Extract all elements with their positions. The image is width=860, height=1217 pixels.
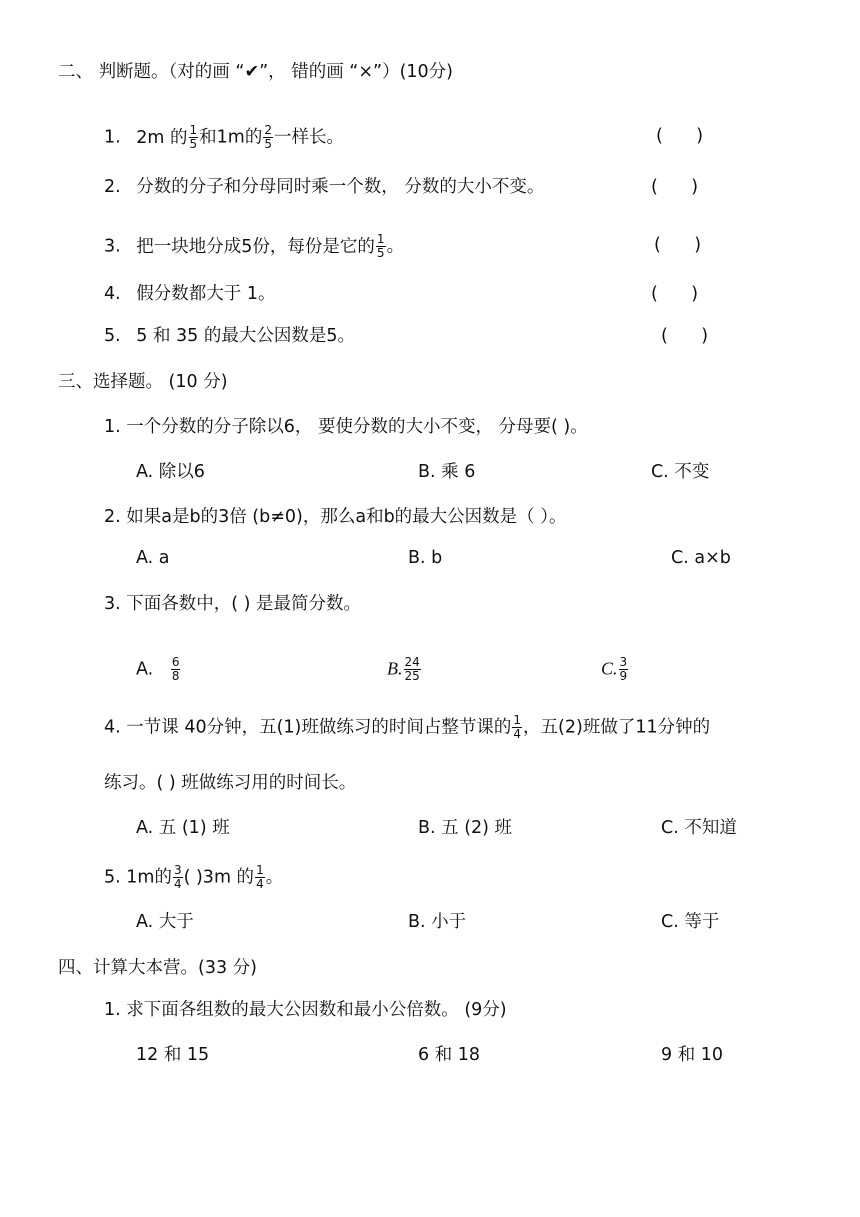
fraction — [619, 656, 629, 683]
item-number: 1. — [104, 127, 121, 148]
tf-item-1 — [104, 124, 344, 151]
option-c[interactable]: C. a×b — [671, 548, 731, 568]
fraction-numerator: 1 — [513, 713, 522, 727]
answer-blank[interactable]: ( ) — [654, 235, 702, 255]
option-b[interactable]: B. 五 (2) 班 — [418, 818, 513, 838]
option-a[interactable]: A. 五 (1) 班 — [136, 818, 230, 838]
number-pair: 12 和 15 — [136, 1045, 210, 1065]
fraction-numerator: 1 — [256, 863, 264, 877]
item-text-post: 。 — [386, 236, 405, 257]
fraction — [173, 864, 183, 891]
option-a[interactable]: A. 除以6 — [136, 462, 205, 482]
fraction-numerator: 24 — [404, 655, 420, 669]
fraction-denominator: 4 — [173, 877, 182, 891]
fraction-numerator: 1 — [189, 123, 198, 137]
option-c[interactable]: C. 不知道 — [661, 818, 737, 838]
section2-heading: 二、 判断题。（对的画 “✔”， 错的画 “×”）(10分) — [58, 62, 454, 82]
option-label: C. — [601, 658, 618, 679]
item-text: 5 和 35 的最大公因数是5。 — [136, 326, 356, 346]
option-c[interactable]: C. 等于 — [661, 912, 720, 932]
mc-question-4 — [104, 714, 710, 741]
question-text-mid: ( )3m 的 — [183, 867, 255, 888]
fraction-denominator: 5 — [264, 137, 272, 151]
option-a[interactable]: A. 大于 — [136, 912, 194, 932]
option-label: A. — [136, 659, 154, 680]
option-b[interactable]: B. b — [408, 548, 443, 568]
option-a[interactable] — [136, 656, 181, 683]
option-a[interactable]: A. a — [136, 548, 170, 568]
item-text-mid: 和1m的 — [199, 127, 263, 148]
option-b[interactable] — [387, 656, 422, 683]
mc-question-4-line2: 练习。( ) 班做练习用的时间长。 — [104, 773, 357, 793]
item-text-post: 一样长。 — [274, 127, 344, 148]
question-text-post: 。 — [265, 867, 284, 888]
item-text-pre: 把一块地分成5份，每份是它的 — [136, 236, 375, 257]
mc-question-3: 3. 下面各数中，( ) 是最简分数。 — [104, 594, 362, 614]
tf-item-5 — [104, 324, 355, 348]
fraction-numerator: 1 — [376, 232, 385, 246]
fraction-denominator: 5 — [376, 246, 385, 260]
fraction — [171, 656, 181, 683]
tf-item-3 — [104, 233, 404, 260]
answer-blank[interactable]: ( ) — [651, 177, 699, 197]
fraction — [263, 124, 273, 151]
fraction-denominator: 4 — [256, 877, 264, 891]
calc-question-1: 1. 求下面各组数的最大公因数和最小公倍数。 (9分) — [104, 1000, 507, 1020]
item-text: 分数的分子和分母同时乘一个数， 分数的大小不变。 — [136, 177, 545, 197]
fraction — [404, 656, 421, 683]
question-text-pre: 4. 一节课 40分钟，五(1)班做练习的时间占整节课的 — [104, 717, 512, 738]
item-number: 4. — [104, 284, 121, 304]
item-number: 5. — [104, 326, 121, 346]
fraction-numerator: 2 — [264, 123, 272, 137]
option-c[interactable] — [601, 656, 629, 683]
item-text: 假分数都大于 1。 — [136, 284, 276, 304]
number-pair: 9 和 10 — [661, 1045, 724, 1065]
fraction-denominator: 25 — [404, 669, 420, 683]
item-text-pre: 2m 的 — [136, 127, 188, 148]
tf-item-4 — [104, 282, 275, 306]
option-b[interactable]: B. 小于 — [408, 912, 467, 932]
tf-item-2 — [104, 175, 544, 199]
mc-question-5 — [104, 864, 283, 891]
item-number: 3. — [104, 236, 121, 257]
fraction-numerator: 3 — [619, 655, 628, 669]
item-number: 2. — [104, 177, 121, 197]
option-b[interactable]: B. 乘 6 — [418, 462, 476, 482]
mc-question-1: 1. 一个分数的分子除以6， 要使分数的大小不变， 分母要( )。 — [104, 417, 588, 437]
number-pair: 6 和 18 — [418, 1045, 481, 1065]
question-text-post: ，五(2)班做了11分钟的 — [523, 717, 711, 738]
mc-question-2: 2. 如果a是b的3倍 (b≠0)，那么a和b的最大公因数是（ ）。 — [104, 507, 567, 527]
fraction-numerator: 6 — [171, 655, 180, 669]
fraction-denominator: 8 — [171, 669, 180, 683]
fraction — [255, 864, 265, 891]
fraction — [376, 233, 386, 260]
option-label: B. — [387, 658, 403, 679]
question-text-pre: 5. 1m的 — [104, 867, 172, 888]
fraction-denominator: 5 — [189, 137, 198, 151]
section3-heading: 三、选择题。 (10 分) — [58, 372, 228, 392]
fraction — [189, 124, 199, 151]
fraction-denominator: 4 — [513, 727, 522, 741]
fraction-numerator: 3 — [173, 863, 182, 877]
answer-blank[interactable]: ( ) — [651, 284, 699, 304]
fraction-denominator: 9 — [619, 669, 628, 683]
section4-heading: 四、计算大本营。(33 分) — [58, 958, 257, 978]
option-c[interactable]: C. 不变 — [651, 462, 710, 482]
fraction — [512, 714, 522, 741]
answer-blank[interactable]: ( ) — [661, 326, 709, 346]
answer-blank[interactable]: ( ) — [656, 126, 704, 146]
